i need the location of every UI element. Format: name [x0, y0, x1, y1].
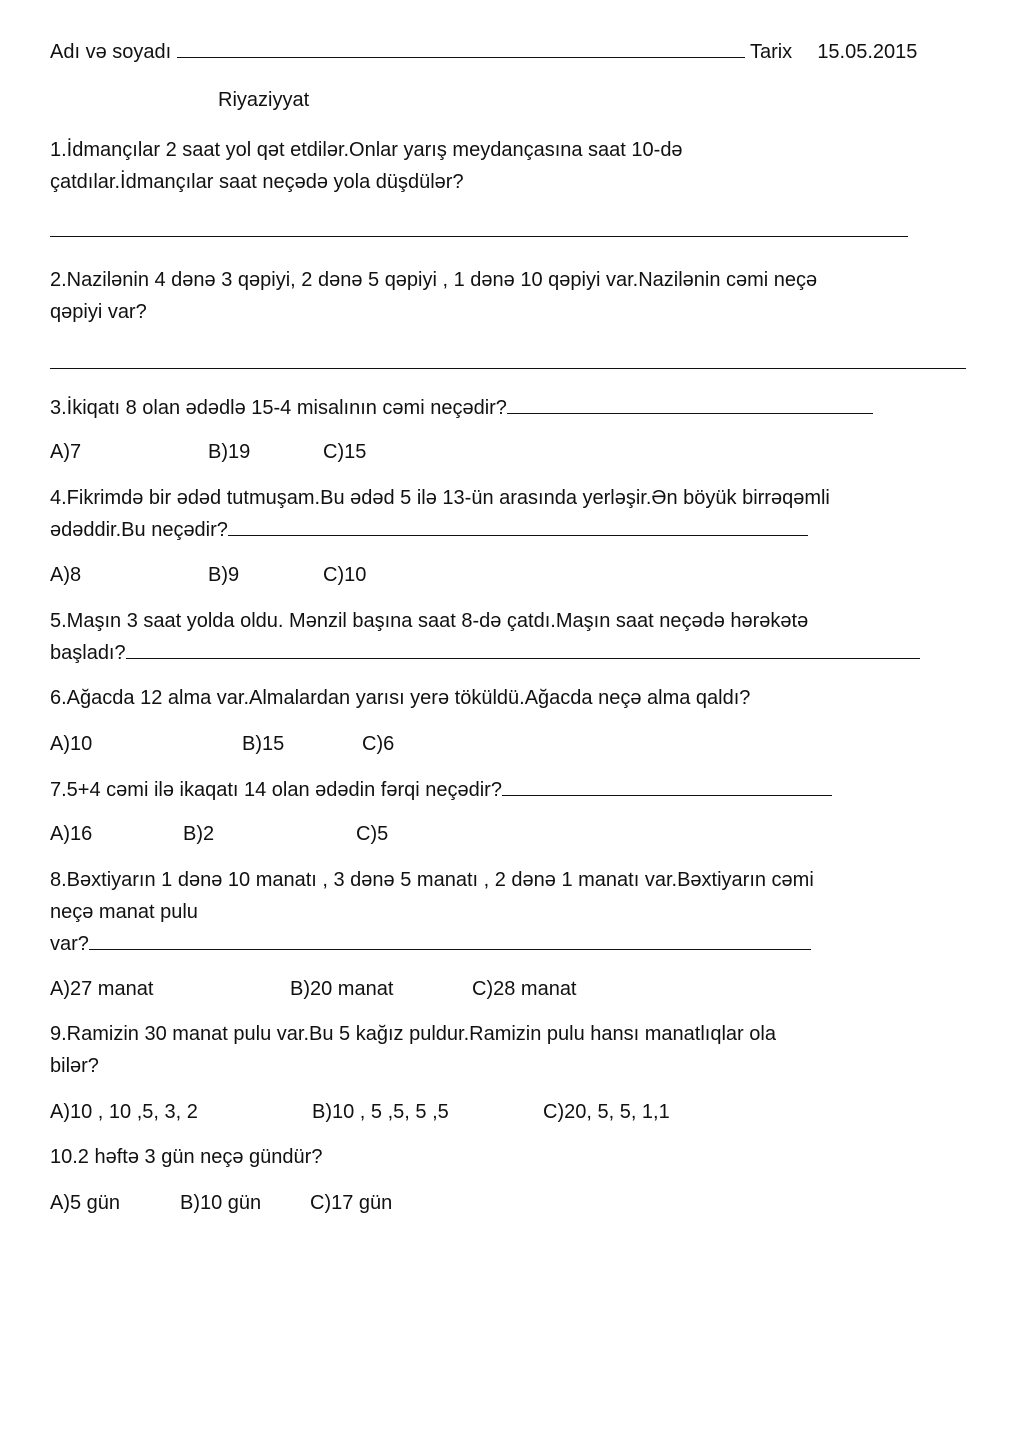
question-9-line-2: bilər?	[50, 1055, 99, 1077]
question-8-blank[interactable]	[89, 931, 811, 950]
question-2-answer-line[interactable]	[50, 368, 966, 369]
question-6-option-a[interactable]: A)10	[50, 733, 93, 755]
question-7-text: 7.5+4 cəmi ilə ikaqatı 14 olan ədədin fərqi neçədir?	[50, 779, 502, 801]
question-10-option-c[interactable]: C)17 gün	[310, 1192, 393, 1214]
question-8-line-3: var?	[50, 933, 89, 955]
question-4-line-1: 4.Fikrimdə bir ədəd tutmuşam.Bu ədəd 5 ilə 13-ün arasında yerləşir.Ən böyük birrəqəmli	[50, 487, 830, 509]
question-6-text: 6.Ağacda 12 alma var.Almalardan yarısı yerə töküldü.Ağacda neçə alma qaldı?	[50, 687, 751, 709]
name-label: Adı və soyadı	[50, 41, 172, 63]
question-5-line-2: başladı?	[50, 642, 126, 664]
question-10-option-b[interactable]: B)10 gün	[180, 1192, 262, 1214]
question-9-line-1: 9.Ramizin 30 manat pulu var.Bu 5 kağız puldur.Ramizin pulu hansı manatlıqlar ola	[50, 1023, 776, 1045]
question-3-option-a[interactable]: A)7	[50, 441, 82, 463]
question-8-row-3	[50, 930, 811, 958]
question-10-text: 10.2 həftə 3 gün neçə gündür?	[50, 1146, 323, 1168]
date-value: 15.05.2015	[817, 41, 918, 63]
question-4-row-2	[50, 516, 808, 544]
question-4-option-a[interactable]: A)8	[50, 564, 82, 586]
question-7-row	[50, 776, 832, 804]
question-1-answer-line[interactable]	[50, 236, 908, 237]
question-5-line-1: 5.Maşın 3 saat yolda oldu. Mənzil başına saat 8-də çatdı.Maşın saat neçədə hərəkətə	[50, 610, 809, 632]
question-9-option-c[interactable]: C)20, 5, 5, 1,1	[543, 1101, 670, 1123]
header-row	[50, 38, 917, 66]
question-3-row	[50, 394, 873, 422]
date-label: Tarix	[749, 41, 793, 63]
name-blank[interactable]	[177, 39, 745, 58]
question-6-option-c[interactable]: C)6	[362, 733, 395, 755]
question-8-option-b[interactable]: B)20 manat	[290, 978, 394, 1000]
question-1-line-1: 1.İdmançılar 2 saat yol qət etdilər.Onlar yarış meydançasına saat 10-də	[50, 139, 683, 161]
question-7-option-c[interactable]: C)5	[356, 823, 389, 845]
question-4-line-2: ədəddir.Bu neçədir?	[50, 519, 228, 541]
question-4-option-c[interactable]: C)10	[323, 564, 367, 586]
question-3-text: 3.İkiqatı 8 olan ədədlə 15-4 misalının cəmi neçədir?	[50, 397, 507, 419]
question-7-blank[interactable]	[502, 777, 832, 796]
question-7-option-a[interactable]: A)16	[50, 823, 93, 845]
question-6-option-b[interactable]: B)15	[242, 733, 285, 755]
question-3-option-b[interactable]: B)19	[208, 441, 251, 463]
question-5-row-2	[50, 639, 920, 667]
question-2-line-1: 2.Nazilənin 4 dənə 3 qəpiyi, 2 dənə 5 qəpiyi , 1 dənə 10 qəpiyi var.Nazilənin cəmi neçə	[50, 269, 818, 291]
question-3-blank[interactable]	[507, 395, 873, 414]
question-8-option-a[interactable]: A)27 manat	[50, 978, 154, 1000]
question-7-option-b[interactable]: B)2	[183, 823, 215, 845]
question-1-line-2: çatdılar.İdmançılar saat neçədə yola düşdülər?	[50, 171, 464, 193]
question-8-line-2: neçə manat pulu	[50, 901, 198, 923]
question-10-option-a[interactable]: A)5 gün	[50, 1192, 121, 1214]
question-8-option-c[interactable]: C)28 manat	[472, 978, 577, 1000]
question-9-option-a[interactable]: A)10 , 10 ,5, 3, 2	[50, 1101, 198, 1123]
question-2-line-2: qəpiyi var?	[50, 301, 147, 323]
question-4-option-b[interactable]: B)9	[208, 564, 240, 586]
question-8-line-1: 8.Bəxtiyarın 1 dənə 10 manatı , 3 dənə 5 manatı , 2 dənə 1 manatı var.Bəxtiyarın cəmi	[50, 869, 814, 891]
subject-title: Riyaziyyat	[218, 89, 310, 111]
question-9-option-b[interactable]: B)10 , 5 ,5, 5 ,5	[312, 1101, 449, 1123]
question-4-blank[interactable]	[228, 517, 808, 536]
question-3-option-c[interactable]: C)15	[323, 441, 367, 463]
question-5-blank[interactable]	[126, 640, 920, 659]
